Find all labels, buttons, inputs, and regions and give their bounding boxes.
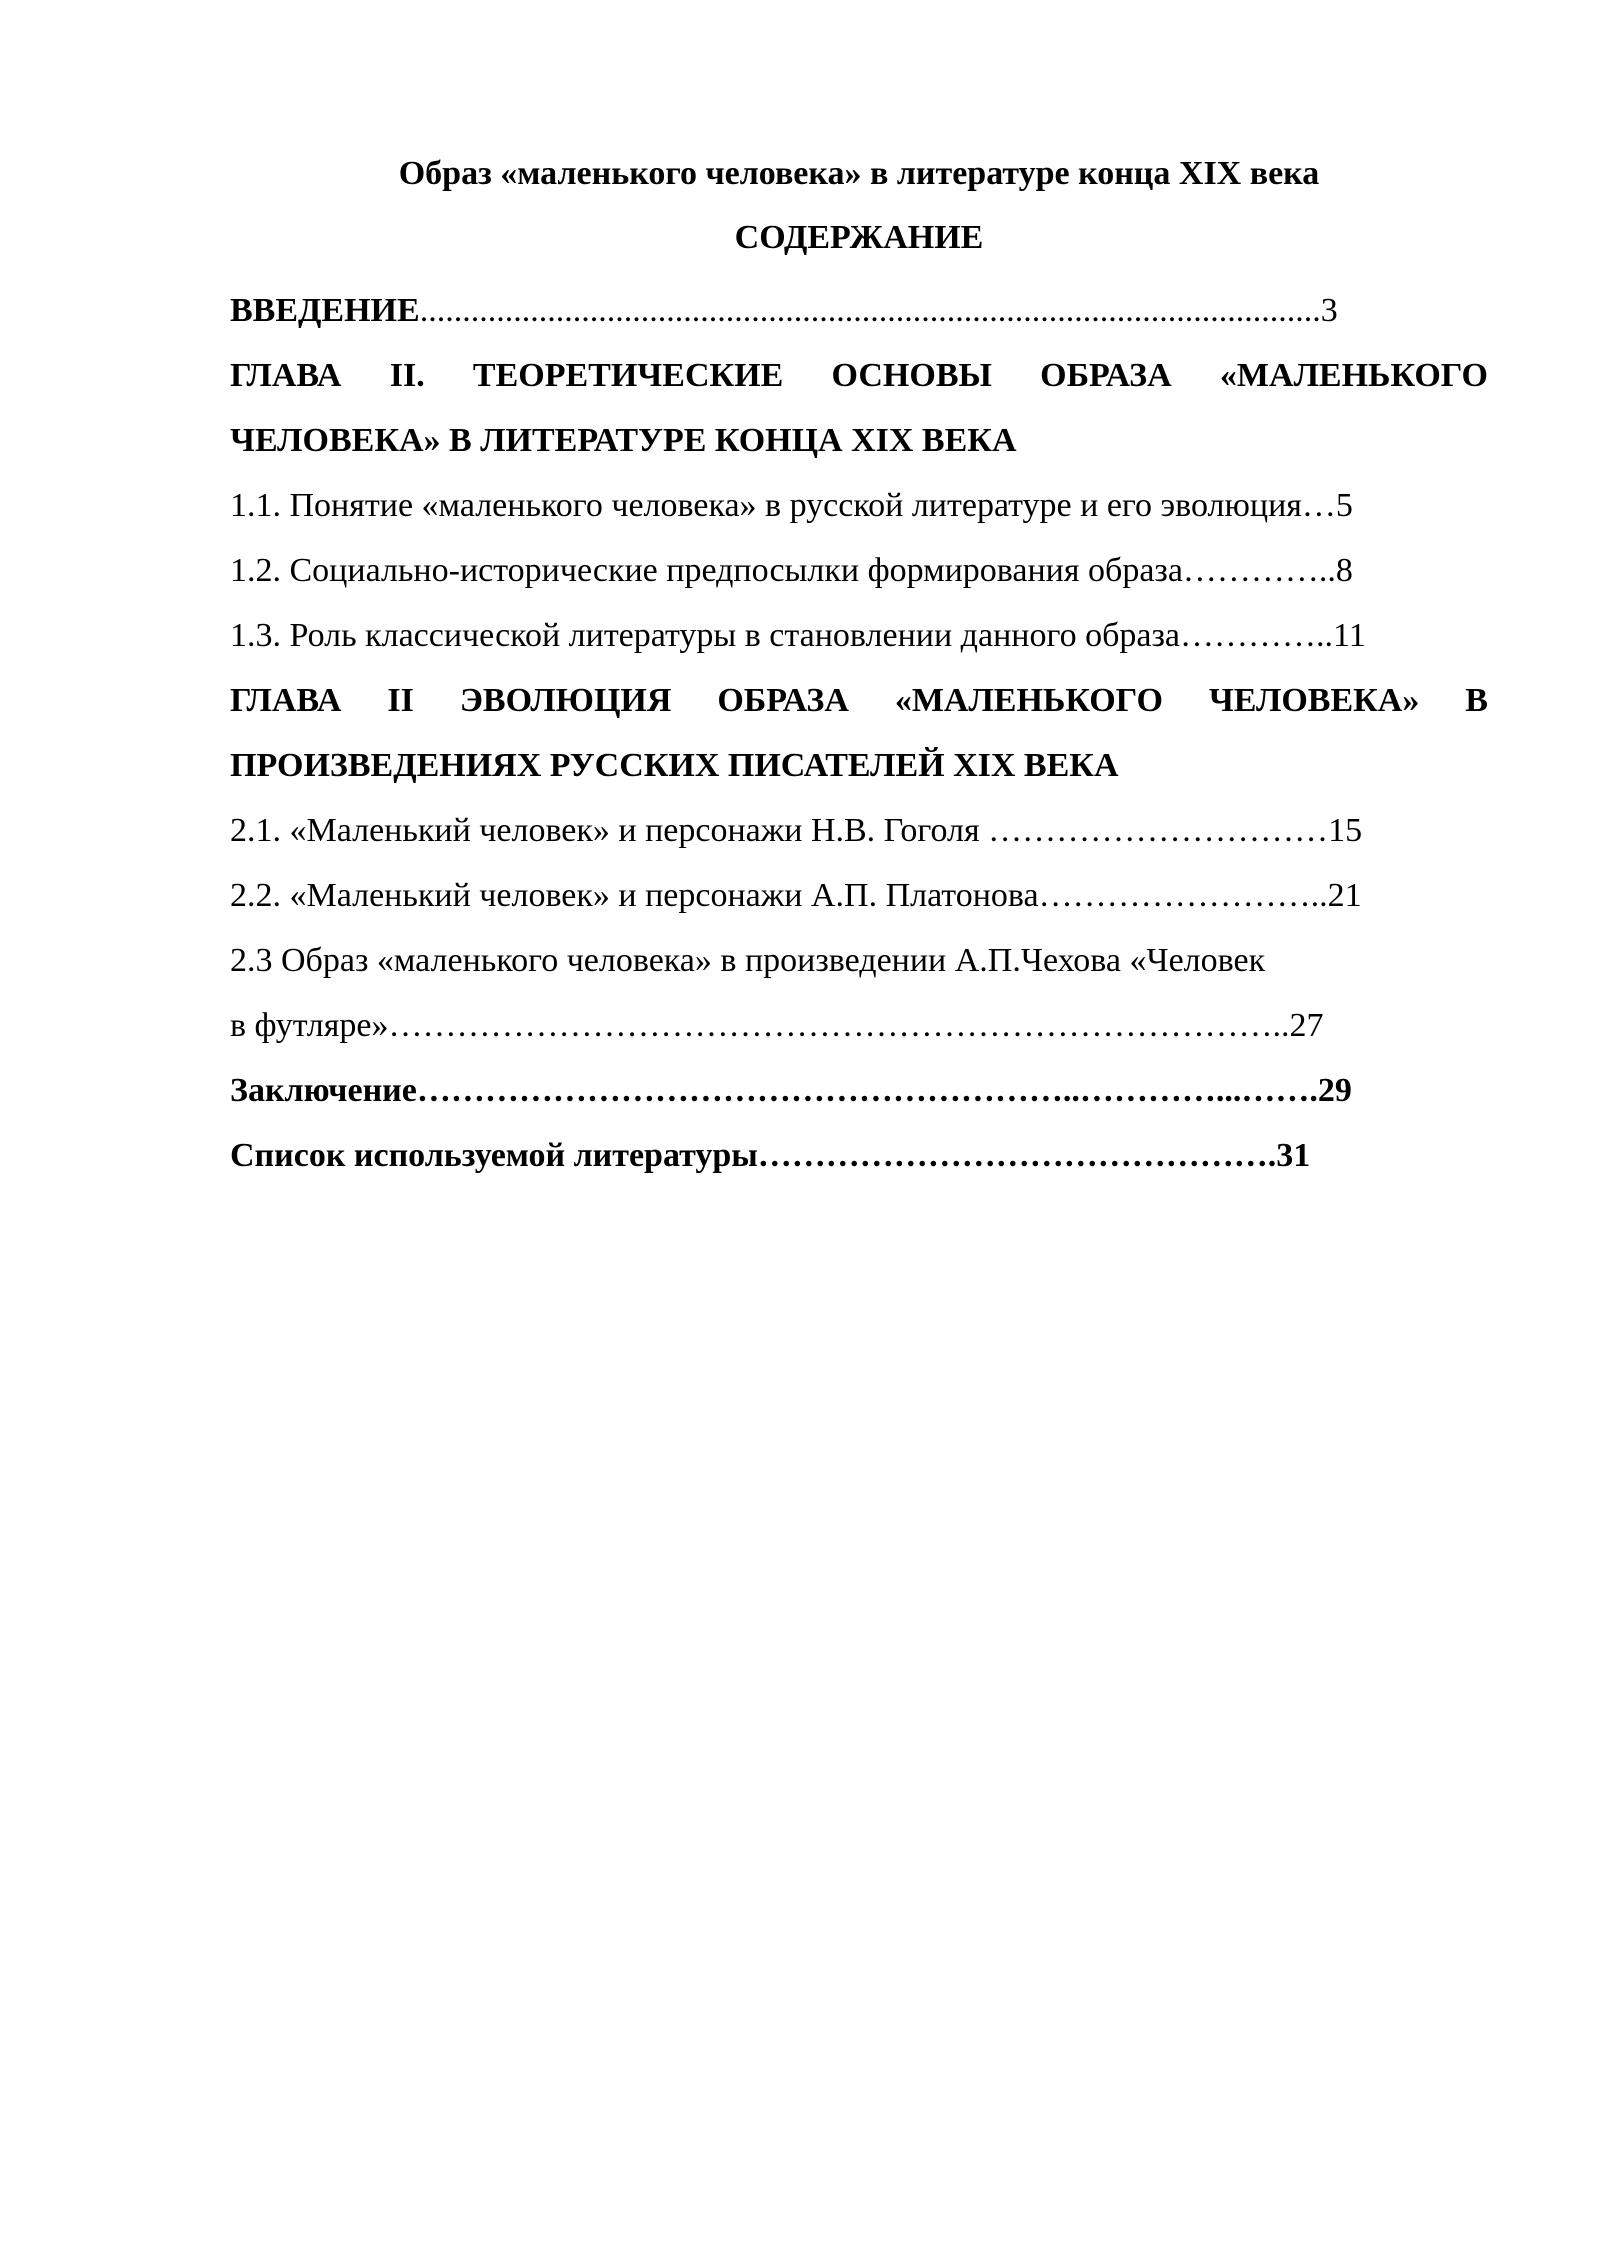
toc-entry-conclusion[interactable]: Заключение…………………………………………………..…………...…….29 — [230, 1072, 1352, 1109]
toc-entry-intro-label: ВВЕДЕНИЕ — [230, 292, 420, 329]
toc-chapter-1-line-1[interactable]: ГЛАВА II. ТЕОРЕТИЧЕСКИЕ ОСНОВЫ ОБРАЗА «МАЛЕНЬКОГО — [230, 357, 1488, 394]
toc-entry-2-2[interactable]: 2.2. «Маленький человек» и персонажи А.П. Платонова……………………..21 — [230, 877, 1362, 914]
toc-entry-2-1[interactable]: 2.1. «Маленький человек» и персонажи Н.В. Гоголя …………………………15 — [230, 812, 1363, 849]
document-title: Образ «маленького человека» в литературе конца XIX века — [398, 155, 1320, 192]
toc-chapter-2-line-1[interactable]: ГЛАВА II ЭВОЛЮЦИЯ ОБРАЗА «МАЛЕНЬКОГО ЧЕЛОВЕКА» В — [230, 682, 1488, 719]
toc-entry-intro-page: 3 — [1320, 292, 1338, 329]
toc-heading: СОДЕРЖАНИЕ — [734, 219, 984, 256]
toc-chapter-1-line-2[interactable]: ЧЕЛОВЕКА» В ЛИТЕРАТУРЕ КОНЦА XIX ВЕКА — [230, 422, 1017, 459]
toc-entry-2-3-line-1[interactable]: 2.3 Образ «маленького человека» в произведении А.П.Чехова «Человек — [230, 942, 1266, 979]
table-of-contents — [230, 278, 1488, 1188]
toc-entry-2-3-line-2[interactable]: в футляре»……………………………………………………………………..27 — [230, 1007, 1324, 1044]
toc-entry-1-3[interactable]: 1.3. Роль классической литературы в становлении данного образа…………..11 — [230, 617, 1366, 654]
toc-entry-1-1[interactable]: 1.1. Понятие «маленького человека» в русской литературе и его эволюция…5 — [230, 487, 1353, 524]
toc-entry-intro-leader: .......................................................................................................... — [419, 292, 1321, 329]
toc-entry-intro[interactable] — [230, 278, 1488, 343]
toc-entry-bibliography[interactable]: Список используемой литературы……………………………………….31 — [230, 1137, 1311, 1174]
toc-chapter-2-line-2[interactable]: ПРОИЗВЕДЕНИЯХ РУССКИХ ПИСАТЕЛЕЙ XIX ВЕКА — [230, 747, 1119, 784]
toc-entry-1-2[interactable]: 1.2. Социально-исторические предпосылки формирования образа…………..8 — [230, 552, 1353, 589]
